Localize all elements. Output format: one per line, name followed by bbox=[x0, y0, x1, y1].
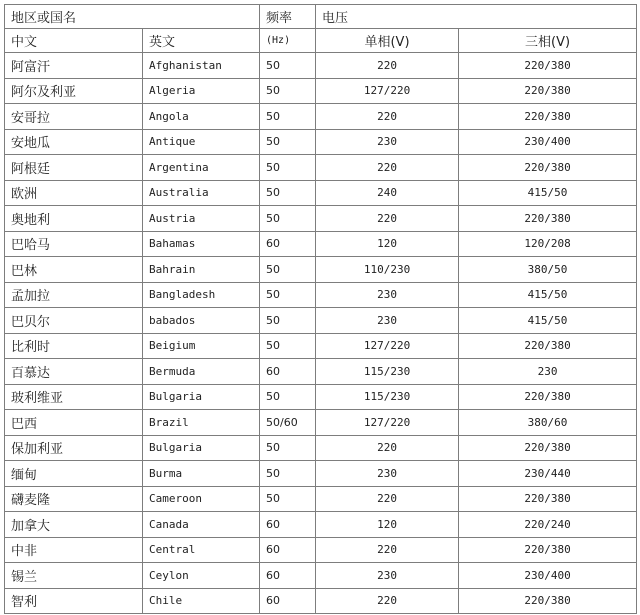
cell-english-name: Austria bbox=[143, 206, 260, 232]
cell-frequency: 50 bbox=[260, 180, 316, 206]
cell-frequency: 60 bbox=[260, 512, 316, 538]
cell-three-phase: 220/380 bbox=[459, 53, 637, 79]
header-chinese: 中文 bbox=[5, 29, 143, 53]
cell-english-name: Bulgaria bbox=[143, 435, 260, 461]
table-row bbox=[5, 155, 637, 181]
cell-three-phase: 230/440 bbox=[459, 461, 637, 487]
table-row bbox=[5, 359, 637, 385]
cell-chinese-name: 阿尔及利亚 bbox=[5, 78, 143, 104]
cell-english-name: Bahamas bbox=[143, 231, 260, 257]
cell-frequency: 50 bbox=[260, 257, 316, 283]
cell-chinese-name: 巴哈马 bbox=[5, 231, 143, 257]
table-row bbox=[5, 180, 637, 206]
header-three-phase: 三相(V) bbox=[459, 29, 637, 53]
cell-single-phase: 127/220 bbox=[316, 333, 459, 359]
cell-three-phase: 230/400 bbox=[459, 563, 637, 589]
cell-single-phase: 115/230 bbox=[316, 359, 459, 385]
cell-single-phase: 220 bbox=[316, 104, 459, 130]
cell-chinese-name: 锡兰 bbox=[5, 563, 143, 589]
cell-single-phase: 240 bbox=[316, 180, 459, 206]
cell-single-phase: 220 bbox=[316, 155, 459, 181]
cell-three-phase: 415/50 bbox=[459, 282, 637, 308]
cell-english-name: Algeria bbox=[143, 78, 260, 104]
cell-single-phase: 220 bbox=[316, 486, 459, 512]
cell-english-name: babados bbox=[143, 308, 260, 334]
cell-chinese-name: 奥地利 bbox=[5, 206, 143, 232]
cell-chinese-name: 缅甸 bbox=[5, 461, 143, 487]
cell-english-name: Bahrain bbox=[143, 257, 260, 283]
cell-english-name: Bangladesh bbox=[143, 282, 260, 308]
cell-three-phase: 220/380 bbox=[459, 537, 637, 563]
table-row bbox=[5, 563, 637, 589]
table-row bbox=[5, 435, 637, 461]
cell-single-phase: 127/220 bbox=[316, 410, 459, 436]
cell-chinese-name: 礴麦隆 bbox=[5, 486, 143, 512]
cell-single-phase: 120 bbox=[316, 231, 459, 257]
cell-three-phase: 380/50 bbox=[459, 257, 637, 283]
table-row bbox=[5, 588, 637, 614]
cell-frequency: 50 bbox=[260, 486, 316, 512]
cell-english-name: Canada bbox=[143, 512, 260, 538]
table-row bbox=[5, 206, 637, 232]
cell-english-name: Argentina bbox=[143, 155, 260, 181]
table-row bbox=[5, 257, 637, 283]
cell-single-phase: 230 bbox=[316, 461, 459, 487]
cell-frequency: 60 bbox=[260, 563, 316, 589]
cell-three-phase: 220/380 bbox=[459, 78, 637, 104]
cell-chinese-name: 百慕达 bbox=[5, 359, 143, 385]
cell-english-name: Central bbox=[143, 537, 260, 563]
cell-frequency: 50 bbox=[260, 461, 316, 487]
cell-single-phase: 230 bbox=[316, 129, 459, 155]
cell-frequency: 60 bbox=[260, 537, 316, 563]
cell-frequency: 50 bbox=[260, 384, 316, 410]
table-row bbox=[5, 308, 637, 334]
cell-three-phase: 220/380 bbox=[459, 486, 637, 512]
table-row bbox=[5, 537, 637, 563]
cell-single-phase: 230 bbox=[316, 308, 459, 334]
table-row bbox=[5, 384, 637, 410]
cell-three-phase: 380/60 bbox=[459, 410, 637, 436]
table-row bbox=[5, 53, 637, 79]
header-row-2 bbox=[5, 29, 637, 53]
cell-three-phase: 120/208 bbox=[459, 231, 637, 257]
cell-single-phase: 220 bbox=[316, 588, 459, 614]
cell-three-phase: 220/380 bbox=[459, 155, 637, 181]
cell-three-phase: 220/380 bbox=[459, 206, 637, 232]
cell-single-phase: 110/230 bbox=[316, 257, 459, 283]
cell-chinese-name: 阿根廷 bbox=[5, 155, 143, 181]
cell-single-phase: 220 bbox=[316, 435, 459, 461]
cell-three-phase: 415/50 bbox=[459, 308, 637, 334]
cell-chinese-name: 安地瓜 bbox=[5, 129, 143, 155]
cell-chinese-name: 巴林 bbox=[5, 257, 143, 283]
cell-english-name: Angola bbox=[143, 104, 260, 130]
cell-frequency: 50 bbox=[260, 282, 316, 308]
cell-frequency: 60 bbox=[260, 231, 316, 257]
cell-single-phase: 220 bbox=[316, 53, 459, 79]
cell-three-phase: 220/380 bbox=[459, 435, 637, 461]
cell-frequency: 50 bbox=[260, 104, 316, 130]
cell-english-name: Chile bbox=[143, 588, 260, 614]
cell-english-name: Afghanistan bbox=[143, 53, 260, 79]
cell-chinese-name: 玻利维亚 bbox=[5, 384, 143, 410]
header-english: 英文 bbox=[143, 29, 260, 53]
cell-chinese-name: 加拿大 bbox=[5, 512, 143, 538]
cell-frequency: 60 bbox=[260, 359, 316, 385]
cell-chinese-name: 保加利亚 bbox=[5, 435, 143, 461]
cell-frequency: 50 bbox=[260, 308, 316, 334]
cell-chinese-name: 安哥拉 bbox=[5, 104, 143, 130]
cell-single-phase: 127/220 bbox=[316, 78, 459, 104]
cell-frequency: 50 bbox=[260, 435, 316, 461]
table-row bbox=[5, 231, 637, 257]
cell-chinese-name: 智利 bbox=[5, 588, 143, 614]
cell-frequency: 50 bbox=[260, 206, 316, 232]
cell-english-name: Beigium bbox=[143, 333, 260, 359]
cell-three-phase: 415/50 bbox=[459, 180, 637, 206]
table-row bbox=[5, 104, 637, 130]
cell-chinese-name: 中非 bbox=[5, 537, 143, 563]
cell-frequency: 50 bbox=[260, 129, 316, 155]
cell-three-phase: 220/380 bbox=[459, 104, 637, 130]
cell-english-name: Ceylon bbox=[143, 563, 260, 589]
cell-three-phase: 220/380 bbox=[459, 333, 637, 359]
cell-chinese-name: 欧洲 bbox=[5, 180, 143, 206]
table-row bbox=[5, 333, 637, 359]
cell-english-name: Brazil bbox=[143, 410, 260, 436]
table-row bbox=[5, 486, 637, 512]
cell-frequency: 50/60 bbox=[260, 410, 316, 436]
cell-frequency: 50 bbox=[260, 333, 316, 359]
cell-three-phase: 220/380 bbox=[459, 588, 637, 614]
cell-frequency: 50 bbox=[260, 155, 316, 181]
header-frequency: 频率 bbox=[260, 5, 316, 29]
cell-chinese-name: 阿富汗 bbox=[5, 53, 143, 79]
cell-three-phase: 220/380 bbox=[459, 384, 637, 410]
table-row bbox=[5, 129, 637, 155]
header-hz: (Hz) bbox=[260, 29, 316, 53]
table-row bbox=[5, 512, 637, 538]
cell-three-phase: 220/240 bbox=[459, 512, 637, 538]
table-row bbox=[5, 461, 637, 487]
cell-chinese-name: 巴西 bbox=[5, 410, 143, 436]
cell-frequency: 50 bbox=[260, 78, 316, 104]
table-row bbox=[5, 410, 637, 436]
cell-single-phase: 220 bbox=[316, 537, 459, 563]
table-row bbox=[5, 282, 637, 308]
voltage-table bbox=[4, 4, 637, 614]
cell-english-name: Antique bbox=[143, 129, 260, 155]
cell-english-name: Cameroon bbox=[143, 486, 260, 512]
cell-chinese-name: 孟加拉 bbox=[5, 282, 143, 308]
cell-three-phase: 230 bbox=[459, 359, 637, 385]
header-single-phase: 单相(V) bbox=[316, 29, 459, 53]
cell-single-phase: 115/230 bbox=[316, 384, 459, 410]
cell-single-phase: 220 bbox=[316, 206, 459, 232]
header-row-1 bbox=[5, 5, 637, 29]
cell-frequency: 60 bbox=[260, 588, 316, 614]
table-row bbox=[5, 78, 637, 104]
cell-frequency: 50 bbox=[260, 53, 316, 79]
cell-single-phase: 230 bbox=[316, 563, 459, 589]
cell-english-name: Bulgaria bbox=[143, 384, 260, 410]
cell-english-name: Burma bbox=[143, 461, 260, 487]
cell-english-name: Bermuda bbox=[143, 359, 260, 385]
header-voltage: 电压 bbox=[316, 5, 637, 29]
cell-single-phase: 120 bbox=[316, 512, 459, 538]
cell-english-name: Australia bbox=[143, 180, 260, 206]
header-region: 地区或国名 bbox=[5, 5, 260, 29]
cell-three-phase: 230/400 bbox=[459, 129, 637, 155]
cell-chinese-name: 比利时 bbox=[5, 333, 143, 359]
cell-chinese-name: 巴贝尔 bbox=[5, 308, 143, 334]
cell-single-phase: 230 bbox=[316, 282, 459, 308]
